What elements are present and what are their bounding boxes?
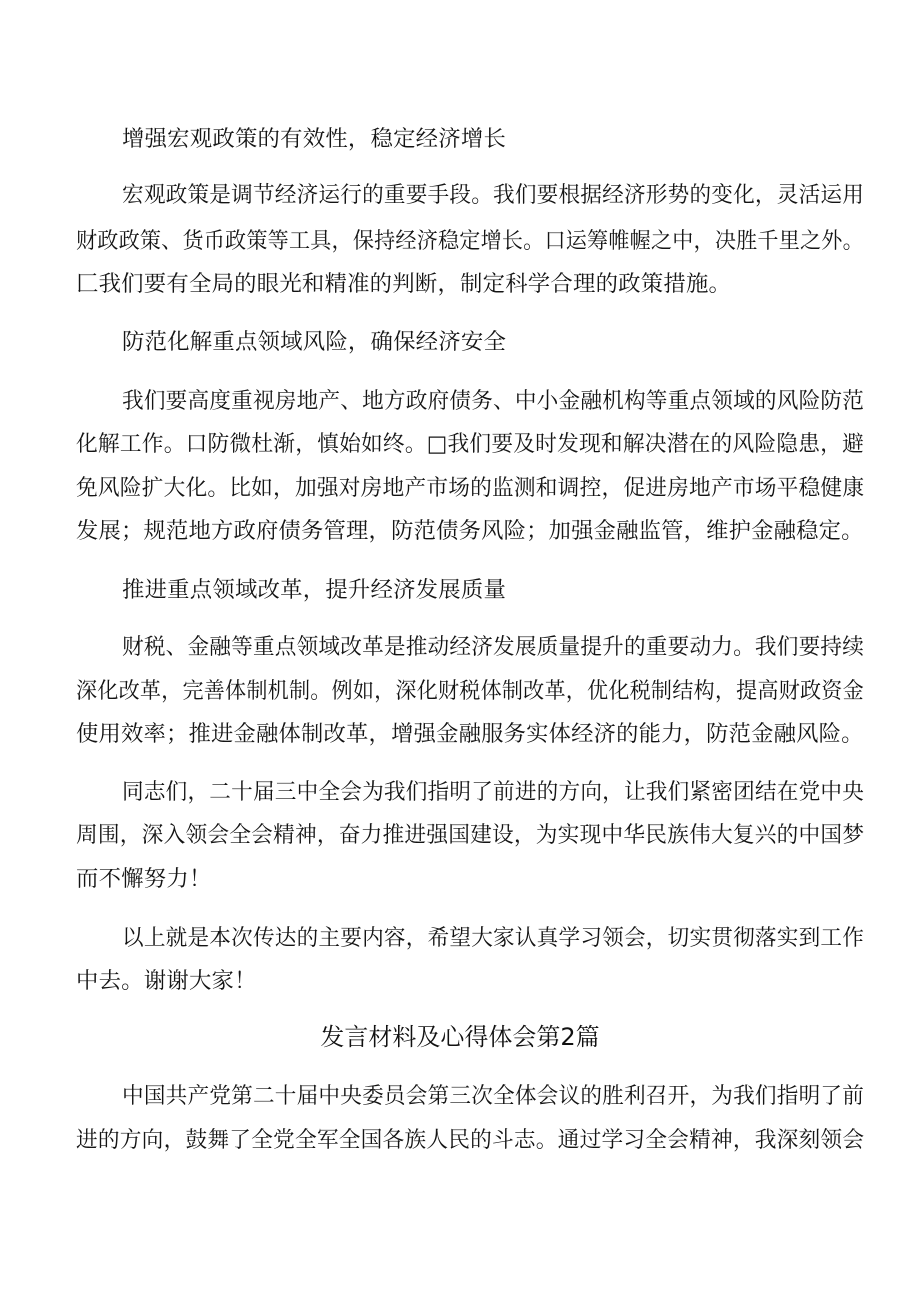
paragraph-line: 化解工作。口防微杜渐，慎始如终。□我们要及时发现和解决潜在的风险隐患，避 — [76, 431, 864, 457]
paragraph-line: 财税、金融等重点领域改革是推动经济发展质量提升的重要动力。我们要持续 — [122, 634, 865, 660]
section-heading-reform: 推进重点领域改革，提升经济发展质量 — [122, 577, 507, 603]
paragraph-line: 周围，深入领会全会精神，奋力推进强国建设，为实现中华民族伟大复兴的中国梦 — [76, 822, 865, 848]
section-heading-risk-prevention: 防范化解重点领域风险，确保经济安全 — [122, 329, 507, 355]
paragraph-line: 宏观政策是调节经济运行的重要手段。我们要根据经济形势的变化，灵活运用 — [122, 182, 865, 208]
paragraph-line: 财政政策、货币政策等工具，保持经济稳定增长。口运筹帷幄之中，决胜千里之外。 — [76, 228, 864, 254]
paragraph-line: 我们要高度重视房地产、地方政府债务、中小金融机构等重点领域的风险防范 — [122, 388, 865, 414]
paragraph-line: 以上就是本次传达的主要内容，希望大家认真学习领会，切实贯彻落实到工作 — [122, 925, 865, 951]
paragraph-line: 中去。谢谢大家！ — [76, 968, 257, 994]
paragraph-line: 进的方向，鼓舞了全党全军全国各族人民的斗志。通过学习全会精神，我深刻领会 — [76, 1127, 865, 1153]
chapter-title: 发言材料及心得体会第2篇 — [320, 1023, 600, 1051]
paragraph-line: 匚我们要有全局的眼光和精准的判断，制定科学合理的政策措施。 — [76, 271, 732, 297]
paragraph-line: 深化改革，完善体制机制。例如，深化财税体制改革，优化税制结构，提高财政资金 — [76, 678, 864, 704]
paragraph-line: 中国共产党第二十届中央委员会第三次全体会议的胜利召开，为我们指明了前 — [122, 1083, 865, 1109]
paragraph-line: 发展；规范地方政府债务管理，防范债务风险；加强金融监管，维护金融稳定。 — [76, 518, 864, 544]
paragraph-line: 同志们，二十届三中全会为我们指明了前进的方向，让我们紧密团结在党中央 — [122, 779, 865, 805]
paragraph-line: 使用效率；推进金融体制改革，增强金融服务实体经济的能力，防范金融风险。 — [76, 721, 864, 747]
section-heading-macro-policy: 增强宏观政策的有效性，稳定经济增长 — [122, 126, 507, 152]
paragraph-line: 而不懈努力！ — [76, 866, 212, 892]
paragraph-line: 免风险扩大化。比如，加强对房地产市场的监测和调控，促进房地产市场平稳健康 — [76, 475, 865, 501]
